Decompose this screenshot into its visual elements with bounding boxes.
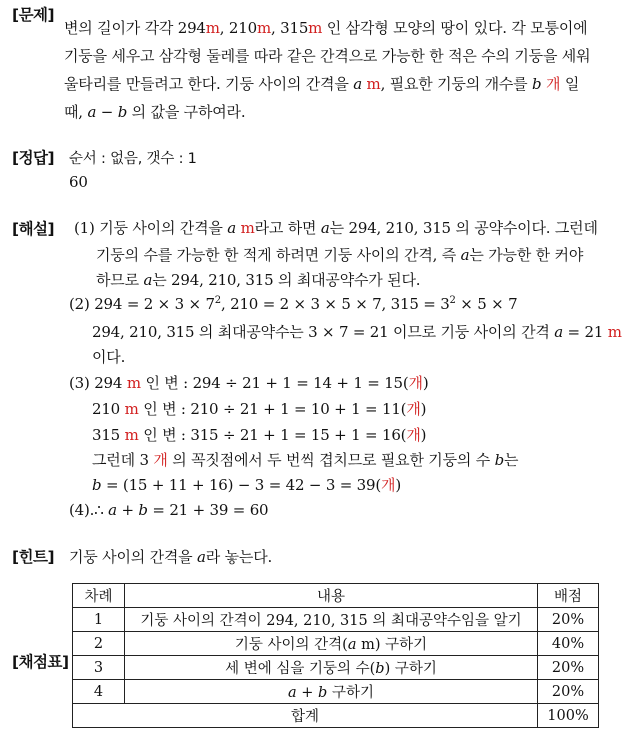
hint-label: [힌트]	[12, 548, 55, 566]
table-total-row: 합계 100%	[73, 704, 599, 728]
table-row: 4 a + b 구하기 20%	[73, 680, 599, 704]
problem-label: [문제]	[12, 6, 55, 24]
table-row: 1 기둥 사이의 간격이 294, 210, 315 의 최대공약수임을 알기 20%	[73, 608, 599, 632]
hint-text: 기둥 사이의 간격을 a라 놓는다.	[69, 548, 273, 566]
answer-label: [정답]	[12, 149, 55, 167]
rubric-table	[72, 583, 599, 728]
table-header-row: 차례 내용 배점	[73, 584, 599, 608]
rubric-label: [채점표]	[12, 653, 69, 671]
table-row: 2 기둥 사이의 간격(a m) 구하기 40%	[73, 632, 599, 656]
solution-label: [해설]	[12, 220, 55, 238]
table-row: 3 세 변에 심을 기둥의 수(b) 구하기 20%	[73, 656, 599, 680]
